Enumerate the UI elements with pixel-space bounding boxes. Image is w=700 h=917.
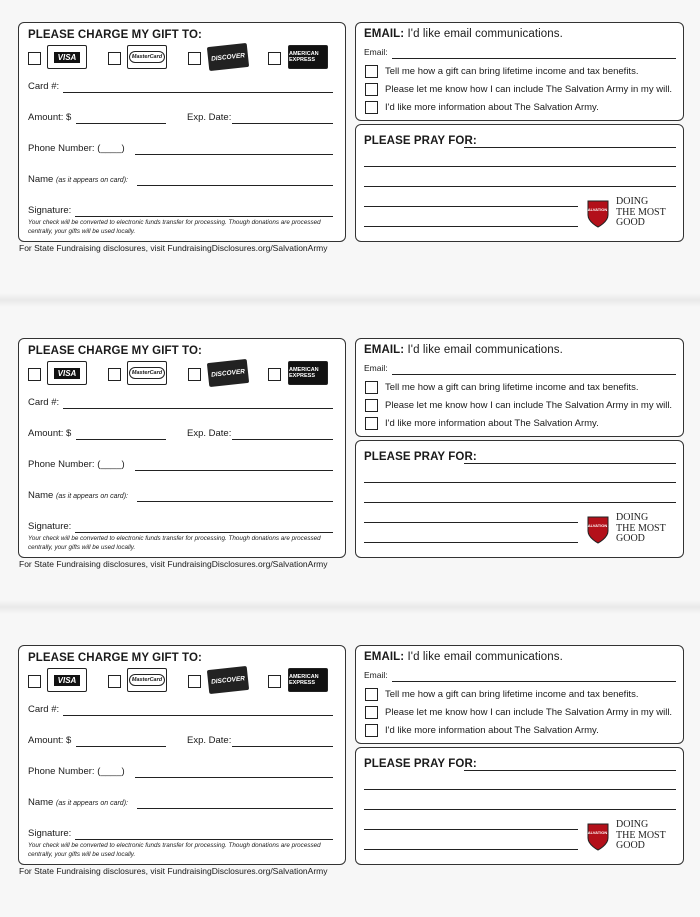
prayer-line[interactable]: [364, 226, 578, 227]
slogan-line: GOOD: [616, 533, 645, 544]
prayer-line[interactable]: [364, 849, 578, 850]
option-will[interactable]: [365, 83, 672, 96]
phone-area-code: (____): [97, 459, 125, 470]
visa-checkbox[interactable]: [28, 675, 41, 688]
card-number-field[interactable]: [63, 408, 333, 409]
amex-label: AMERICAN EXPRESS: [289, 367, 319, 379]
shield-text: THE SALVATION ARMY: [575, 830, 621, 835]
fold-line: [0, 600, 700, 614]
slogan: [616, 197, 666, 229]
card-options: [28, 45, 338, 71]
email-title-text: EMAIL:: [364, 344, 405, 356]
name-label: [28, 490, 128, 501]
email-title: [364, 651, 563, 663]
discover-logo: [207, 43, 249, 71]
option-will[interactable]: [365, 399, 672, 412]
salvation-army-shield-icon: [575, 515, 621, 545]
name-hint: (as it appears on card):: [55, 493, 128, 500]
signature-field[interactable]: [75, 532, 333, 533]
phone-field[interactable]: [135, 777, 333, 778]
name-label-text: Name: [28, 174, 54, 185]
prayer-line[interactable]: [364, 186, 676, 187]
option-checkbox[interactable]: [365, 65, 378, 78]
discover-label: DISCOVER: [210, 51, 246, 63]
option-checkbox[interactable]: [365, 101, 378, 114]
prayer-line[interactable]: [364, 809, 676, 810]
email-field[interactable]: [392, 681, 676, 682]
option-will[interactable]: [365, 706, 672, 719]
mastercard-logo: [127, 361, 167, 385]
amount-field[interactable]: [76, 746, 166, 747]
discover-label: DISCOVER: [210, 367, 246, 379]
email-section: [355, 338, 684, 437]
name-label: [28, 174, 128, 185]
card-options: [28, 361, 338, 387]
amount-field[interactable]: [76, 123, 166, 124]
amex-logo: [288, 361, 328, 385]
pray-title: PLEASE PRAY FOR:: [364, 135, 477, 147]
pray-title: PLEASE PRAY FOR:: [364, 451, 477, 463]
option-label: Please let me know how I can include The Salvation Army in my will.: [385, 84, 673, 95]
email-label: Email:: [364, 670, 388, 680]
phone-label: [28, 766, 125, 777]
exp-date-label: Exp. Date:: [187, 428, 232, 439]
email-title-text: EMAIL:: [364, 28, 405, 40]
amex-checkbox[interactable]: [268, 52, 281, 65]
prayer-line[interactable]: [364, 522, 578, 523]
name-label-text: Name: [28, 490, 54, 501]
card-number-field[interactable]: [63, 92, 333, 93]
prayer-line[interactable]: [364, 206, 578, 207]
amex-logo: [288, 668, 328, 692]
exp-date-field[interactable]: [232, 439, 333, 440]
discover-checkbox[interactable]: [188, 675, 201, 688]
option-info[interactable]: [365, 417, 599, 430]
mastercard-checkbox[interactable]: [108, 368, 121, 381]
phone-label-text: Phone Number:: [28, 459, 95, 470]
exp-date-field[interactable]: [232, 123, 333, 124]
charge-title: PLEASE CHARGE MY GIFT TO:: [28, 345, 202, 357]
email-subtitle: I'd like email communications.: [407, 651, 563, 663]
prayer-line[interactable]: [364, 502, 676, 503]
amount-label: Amount: $: [28, 112, 72, 123]
phone-field[interactable]: [135, 154, 333, 155]
prayer-section: [355, 124, 684, 242]
visa-logo: [47, 361, 87, 385]
email-section: [355, 645, 684, 744]
discover-logo: [207, 359, 249, 387]
email-field[interactable]: [392, 58, 676, 59]
disclosure-text: For State Fundraising disclosures, visit FundraisingDisclosures.org/SalvationArmy: [19, 559, 328, 569]
signature-field[interactable]: [75, 216, 333, 217]
phone-label: [28, 143, 125, 154]
slogan-line: THE MOST: [616, 522, 666, 534]
slogan-line: DOING: [616, 819, 649, 830]
option-checkbox[interactable]: [365, 724, 378, 737]
amex-checkbox[interactable]: [268, 368, 281, 381]
processing-note: Your check will be converted to electronic funds transfer for processing. Though donations are processed centrally, your gifts will be used locally.: [28, 535, 321, 551]
prayer-line[interactable]: [364, 482, 676, 483]
charge-section: [18, 338, 346, 558]
mastercard-label: MasterCard: [129, 674, 165, 686]
name-field[interactable]: [137, 808, 333, 809]
phone-label-text: Phone Number:: [28, 143, 95, 154]
email-title-text: EMAIL:: [364, 651, 405, 663]
option-info[interactable]: [365, 101, 599, 114]
visa-checkbox[interactable]: [28, 368, 41, 381]
donation-form: [0, 338, 700, 578]
phone-label: [28, 459, 125, 470]
mastercard-label: MasterCard: [129, 51, 165, 63]
option-label: I'd like more information about The Salvation Army.: [385, 102, 599, 113]
exp-date-label: Exp. Date:: [187, 112, 232, 123]
discover-label: DISCOVER: [210, 674, 246, 686]
mastercard-checkbox[interactable]: [108, 675, 121, 688]
fold-line: [0, 293, 700, 307]
option-income[interactable]: [365, 381, 638, 394]
amex-checkbox[interactable]: [268, 675, 281, 688]
slogan-line: GOOD: [616, 840, 645, 851]
email-label: Email:: [364, 363, 388, 373]
option-label: Tell me how a gift can bring lifetime income and tax benefits.: [385, 382, 639, 393]
shield-text: THE SALVATION ARMY: [575, 207, 621, 212]
phone-label-text: Phone Number:: [28, 766, 95, 777]
name-label: [28, 797, 128, 808]
amount-label: Amount: $: [28, 735, 72, 746]
prayer-section: [355, 440, 684, 558]
mastercard-logo: [127, 668, 167, 692]
donation-form: [0, 645, 700, 885]
processing-note: Your check will be converted to electronic funds transfer for processing. Though donations are processed centrally, your gifts will be used locally.: [28, 842, 321, 858]
option-label: Please let me know how I can include The Salvation Army in my will.: [385, 400, 673, 411]
salvation-army-shield-icon: [575, 822, 621, 852]
slogan: [616, 513, 666, 545]
exp-date-field[interactable]: [232, 746, 333, 747]
visa-checkbox[interactable]: [28, 52, 41, 65]
slogan: [616, 820, 666, 852]
prayer-line[interactable]: [364, 789, 676, 790]
email-section: [355, 22, 684, 121]
prayer-line[interactable]: [464, 770, 676, 771]
option-checkbox[interactable]: [365, 706, 378, 719]
option-income[interactable]: [365, 688, 638, 701]
name-hint: (as it appears on card):: [55, 177, 128, 184]
phone-area-code: (____): [97, 143, 125, 154]
visa-logo: [47, 668, 87, 692]
option-checkbox[interactable]: [365, 688, 378, 701]
signature-field[interactable]: [75, 839, 333, 840]
email-field[interactable]: [392, 374, 676, 375]
option-label: Please let me know how I can include The Salvation Army in my will.: [385, 707, 673, 718]
disclosure-text: For State Fundraising disclosures, visit FundraisingDisclosures.org/SalvationArmy: [19, 866, 328, 876]
card-number-label: Card #:: [28, 81, 60, 92]
option-checkbox[interactable]: [365, 399, 378, 412]
email-subtitle: I'd like email communications.: [407, 344, 563, 356]
slogan-line: DOING: [616, 196, 649, 207]
disclosure-text: For State Fundraising disclosures, visit FundraisingDisclosures.org/SalvationArmy: [19, 243, 328, 253]
mastercard-checkbox[interactable]: [108, 52, 121, 65]
salvation-army-shield-icon: [575, 199, 621, 229]
prayer-line[interactable]: [464, 463, 676, 464]
phone-area-code: (____): [97, 766, 125, 777]
email-subtitle: I'd like email communications.: [407, 28, 563, 40]
name-label-text: Name: [28, 797, 54, 808]
visa-label: VISA: [54, 52, 81, 63]
amex-label: AMERICAN EXPRESS: [289, 674, 319, 686]
discover-checkbox[interactable]: [188, 368, 201, 381]
prayer-line[interactable]: [464, 147, 676, 148]
slogan-line: DOING: [616, 512, 649, 523]
slogan-line: THE MOST: [616, 206, 666, 218]
email-label: Email:: [364, 47, 388, 57]
card-options: [28, 668, 338, 694]
charge-title: PLEASE CHARGE MY GIFT TO:: [28, 29, 202, 41]
prayer-section: [355, 747, 684, 865]
amex-logo: [288, 45, 328, 69]
charge-section: [18, 645, 346, 865]
option-checkbox[interactable]: [365, 83, 378, 96]
option-checkbox[interactable]: [365, 417, 378, 430]
amex-label: AMERICAN EXPRESS: [289, 51, 319, 63]
discover-checkbox[interactable]: [188, 52, 201, 65]
prayer-line[interactable]: [364, 166, 676, 167]
visa-logo: [47, 45, 87, 69]
option-label: I'd like more information about The Salvation Army.: [385, 725, 599, 736]
name-field[interactable]: [137, 185, 333, 186]
amount-field[interactable]: [76, 439, 166, 440]
prayer-line[interactable]: [364, 542, 578, 543]
card-number-field[interactable]: [63, 715, 333, 716]
name-hint: (as it appears on card):: [55, 800, 128, 807]
shield-text: THE SALVATION ARMY: [575, 523, 621, 528]
processing-note: Your check will be converted to electronic funds transfer for processing. Though donations are processed centrally, your gifts will be used locally.: [28, 219, 321, 235]
option-income[interactable]: [365, 65, 638, 78]
option-label: Tell me how a gift can bring lifetime income and tax benefits.: [385, 689, 639, 700]
email-title: [364, 344, 563, 356]
discover-logo: [207, 666, 249, 694]
slogan-line: THE MOST: [616, 829, 666, 841]
pray-title: PLEASE PRAY FOR:: [364, 758, 477, 770]
option-info[interactable]: [365, 724, 599, 737]
donation-form: [0, 22, 700, 262]
name-field[interactable]: [137, 501, 333, 502]
amount-label: Amount: $: [28, 428, 72, 439]
visa-label: VISA: [54, 368, 81, 379]
option-label: I'd like more information about The Salvation Army.: [385, 418, 599, 429]
prayer-line[interactable]: [364, 829, 578, 830]
option-checkbox[interactable]: [365, 381, 378, 394]
charge-section: [18, 22, 346, 242]
card-number-label: Card #:: [28, 704, 60, 715]
option-label: Tell me how a gift can bring lifetime income and tax benefits.: [385, 66, 639, 77]
mastercard-label: MasterCard: [129, 367, 165, 379]
email-title: [364, 28, 563, 40]
signature-label: Signature:: [28, 205, 72, 216]
mastercard-logo: [127, 45, 167, 69]
card-number-label: Card #:: [28, 397, 60, 408]
phone-field[interactable]: [135, 470, 333, 471]
signature-label: Signature:: [28, 521, 72, 532]
slogan-line: GOOD: [616, 217, 645, 228]
charge-title: PLEASE CHARGE MY GIFT TO:: [28, 652, 202, 664]
visa-label: VISA: [54, 675, 81, 686]
signature-label: Signature:: [28, 828, 72, 839]
exp-date-label: Exp. Date:: [187, 735, 232, 746]
